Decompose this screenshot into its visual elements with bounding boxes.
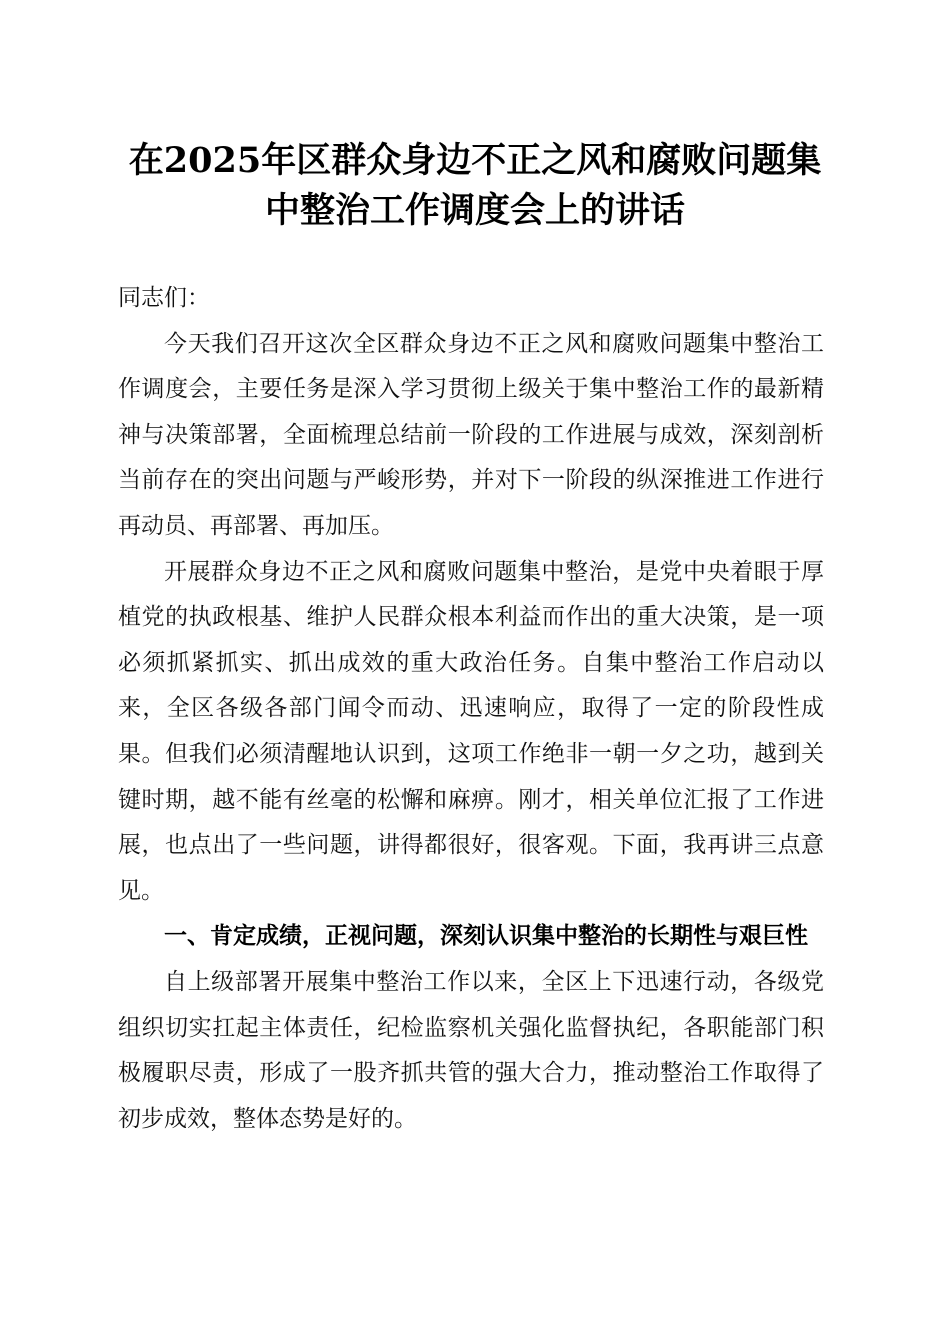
document-title [110,136,840,236]
paragraph-section-1: 自上级部署开展集中整治工作以来，全区上下迅速行动，各级党组织切实扛起主体责任，纪检监察机关强化监督执纪，各职能部门积极履职尽责，形成了一股齐抓共管的强大合力，推动整治工作取得了初步成效，整体态势是好的。 [118,968,824,1132]
salutation: 同志们： [118,285,210,311]
paragraph-background: 开展群众身边不正之风和腐败问题集中整治，是党中央着眼于厚植党的执政根基、维护人民群众根本利益而作出的重大决策，是一项必须抓紧抓实、抓出成效的重大政治任务。自集中整治工作启动以来，全区各级各部门闻令而动、迅速响应，取得了一定的阶段性成果。但我们必须清醒地认识到，这项工作绝非一朝一夕之功，越到关键时期，越不能有丝毫的松懈和麻痹。刚才，相关单位汇报了工作进展，也点出了一些问题，讲得都很好，很客观。下面，我再讲三点意见。 [118,558,824,904]
title-line-1: 在2025年区群众身边不正之风和腐败问题集 [128,140,822,181]
title-line-2: 中整治工作调度会上的讲话 [264,190,685,231]
document-body [118,276,824,1142]
paragraph-intro: 今天我们召开这次全区群众身边不正之风和腐败问题集中整治工作调度会，主要任务是深入学习贯彻上级关于集中整治工作的最新精神与决策部署，全面梳理总结前一阶段的工作进展与成效，深刻剖析当前存在的突出问题与严峻形势，并对下一阶段的纵深推进工作进行再动员、再部署、再加压。 [118,330,824,539]
section-heading-1: 一、肯定成绩，正视问题，深刻认识集中整治的长期性与艰巨性 [164,923,808,950]
